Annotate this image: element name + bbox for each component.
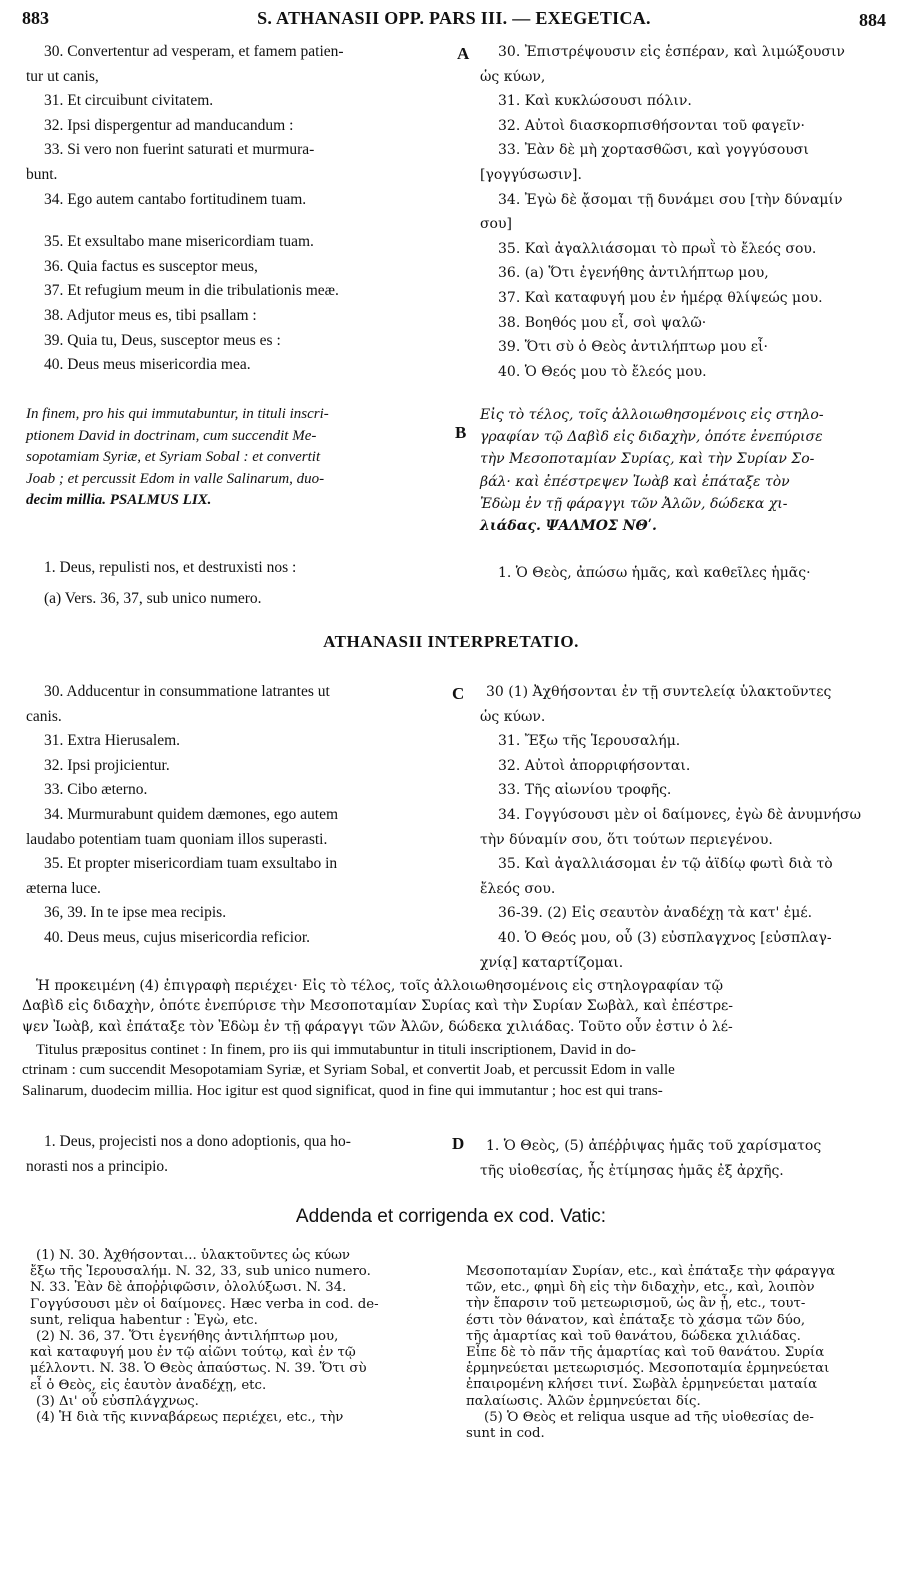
title-line: sopotamiam Syriæ, et Syriam Sobal : et convertit (26, 449, 321, 466)
greek-verse: 1. Ὁ Θεὸς, (5) ἀπέῤῥιψας ἡμᾶς τοῦ χαρίσματος (486, 1138, 822, 1154)
latin-verse: 40. Deus meus misericordia mea. (44, 356, 251, 374)
title-line: In finem, pro his qui immutabuntur, in tituli inscri- (26, 406, 329, 422)
interp-line: ἔλεός σου. (480, 880, 556, 897)
note-line: N. 33. Ἐὰν δὲ ἀποῤῥιφῶσιν, ὀλολύξωσι. N. 34. (30, 1280, 347, 1296)
note-line: παλαίωσις. Ἀλῶν ἑρμηνεύεται δίς. (466, 1393, 701, 1409)
latin-verse-1 (26, 556, 450, 611)
interp-line: 33. Τῆς αἰωνίου τροφῆς. (498, 782, 672, 799)
interp-line: τὴν δύναμίν σου, ὅτι τούτων περιεγένου. (480, 831, 773, 848)
title-line: τὴν Μεσοποταμίαν Συρίας, καὶ τὴν Συρίαν Σο- (480, 451, 815, 468)
note-line: καὶ καταφυγή μου ἐν τῷ αἰῶνι τούτῳ, καὶ ἐν τῷ (30, 1345, 356, 1361)
interp-line: 35. Καὶ ἀγαλλιάσομαι ἐν τῷ ἀϊδίῳ φωτὶ διὰ τὸ (498, 856, 833, 873)
title-line: γραφίαν τῷ Δαβὶδ εἰς διδαχὴν, ὁπότε ἐνεπύρισε (480, 429, 823, 446)
page-number-left: 883 (22, 8, 49, 28)
note-line: ἑρμηνεύεται μετεωρισμός. Μεσοποταμία ἑρμηνεύεται (466, 1361, 830, 1377)
greek-verse: 36. (a) Ὅτι ἐγενήθης ἀντιλήπτωρ μου, (498, 265, 769, 282)
interp-line: 33. Cibo æterno. (44, 781, 148, 799)
commentary-line: Δαβὶδ εἰς διδαχὴν, ὁπότε ἐνεπύρισε τὴν Μεσοποταμίαν Συρίας καὶ τὴν Συρίαν Σωβὰλ, καὶ ἐπέστρε- (22, 998, 734, 1015)
note-line: τὴν ἔπαρσιν τοῦ μετεωρισμοῦ, ὡς ἂν ᾖ, etc., τουτ- (466, 1296, 806, 1312)
latin-psalm-title (26, 404, 450, 512)
note-line: Μεσοποταμίαν Συρίαν, etc., καὶ ἐπάταξε τὴν φάραγγα (466, 1264, 836, 1279)
latin-verse: 31. Et circuibunt civitatem. (44, 92, 214, 110)
greek-verse: 35. Καὶ ἀγαλλιάσομαι τὸ πρωῒ τὸ ἔλεός σου. (498, 240, 817, 257)
interp-line: 31. Extra Hierusalem. (44, 732, 181, 750)
note-line: μέλλοντι. N. 38. Ὁ Θεὸς ἀπαύστως. N. 39. Ὅτι σὺ (30, 1361, 367, 1377)
greek-verse: 31. Καὶ κυκλώσουσι πόλιν. (498, 93, 692, 110)
interp-line: 35. Et propter misericordiam tuam exsultabo in (44, 855, 338, 873)
title-line: βάλ· καὶ ἐπέστρεψεν Ἰωὰβ καὶ ἐπάταξε τὸν (480, 473, 790, 490)
latin-verse-1b (26, 1130, 450, 1179)
latin-verse: tur ut canis, (26, 67, 99, 85)
notes-right-column (466, 1264, 896, 1442)
greek-verse: σου] (480, 216, 512, 233)
greek-psalm-column (480, 40, 896, 384)
latin-verse: 1. Deus, projecisti nos a dono adoptionis, qua ho- (44, 1133, 351, 1150)
title-line: ptionem David in doctrinam, cum succendit Me- (26, 427, 317, 444)
interp-line: canis. (26, 707, 62, 725)
greek-verse: 39. Ὅτι σὺ ὁ Θεὸς ἀντιλήπτωρ μου εἶ· (498, 339, 768, 356)
interp-line: laudabo potentiam tuam quoniam illos superasti. (26, 830, 328, 848)
commentary-line: ψεν Ἰωὰβ, καὶ ἐπάταξε τὸν Ἐδὼμ ἐν τῇ φάραγγι τῶν Ἀλῶν, δώδεκα χιλιάδας. Τοῦτο οὖν ἐστιν ὁ λέ- (22, 1018, 733, 1035)
latin-interpretation-column (26, 680, 450, 951)
greek-verse-1 (480, 561, 896, 586)
latin-verse: 34. Ego autem cantabo fortitudinem tuam. (44, 190, 307, 208)
interp-line: 36, 39. In te ipse mea recipis. (44, 904, 227, 922)
greek-verse: 40. Ὁ Θεός μου τὸ ἔλεός μου. (498, 363, 707, 380)
interp-line: 34. Γογγύσουσι μὲν οἱ δαίμονες, ἐγὼ δὲ ἀνυμνήσω (498, 806, 862, 823)
note-line: ἔξω τῆς Ἱερουσαλήμ. N. 32, 33, sub unico numero. (30, 1264, 371, 1280)
page-number-right: 884 (859, 10, 886, 30)
greek-psalm-title (480, 404, 896, 537)
greek-verse: 33. Ἐὰν δὲ μὴ χορτασθῶσι, καὶ γογγύσουσι (498, 142, 809, 159)
title-line: Joab ; et percussit Edom in valle Salinarum, duo- (26, 470, 325, 487)
latin-verse: bunt. (26, 165, 58, 183)
latin-verse: 33. Si vero non fuerint saturati et murmura- (44, 141, 315, 159)
interp-line: 31. Ἔξω τῆς Ἱερουσαλήμ. (498, 733, 681, 750)
interp-line: χνίᾳ] καταρτίζομαι. (480, 954, 624, 971)
note-line: (4) Ἡ διὰ τῆς κινναβάρεως περιέχει, etc., τὴν (36, 1410, 344, 1426)
latin-verse: 35. Et exsultabo mane misericordiam tuam. (44, 233, 314, 251)
greek-verse: τῆς υἱοθεσίας, ἧς ἐτίμησας ἡμᾶς ἐξ ἀρχῆς. (480, 1162, 784, 1179)
latin-verse: 1. Deus, repulisti nos, et destruxisti nos : (44, 559, 297, 576)
note-line: ἐπαιρομένη κλήσει τινί. Σωβὰλ ἑρμηνεύεται ματαία (466, 1377, 818, 1393)
running-header (22, 4, 886, 30)
commentary-line: Titulus præpositus continet : In finem, pro iis qui immutabuntur in tituli inscriptionem, David in do- (36, 1042, 636, 1058)
note-line: τῶν, etc., φημὶ δὴ εἰς τὴν διδαχὴν, etc., καὶ, λοιπὸν (466, 1280, 815, 1296)
interp-line: 40. Deus meus, cujus misericordia reficior. (44, 928, 311, 946)
greek-verse: 37. Καὶ καταφυγή μου ἐν ἡμέρᾳ θλίψεώς μου. (498, 289, 823, 306)
interp-line: 40. Ὁ Θεός μου, οὗ (3) εὐσπλαγχνος [εὐσπλαγ- (498, 929, 832, 946)
interp-line: 30 (1) Ἀχθήσονται ἐν τῇ συντελείᾳ ὑλακτοῦντες (486, 684, 832, 700)
latin-verse: 39. Quia tu, Deus, susceptor meus es : (44, 331, 281, 349)
note-line: (1) N. 30. Ἀχθήσονται... ὑλακτοῦντες ὡς κύων (36, 1248, 351, 1263)
interp-line: 32. Ipsi projicientur. (44, 756, 170, 774)
margin-marker-b: B (455, 423, 467, 442)
interp-line: 32. Αὐτοὶ ἀπορριφήσονται. (498, 757, 691, 774)
commentary-latin (22, 1040, 888, 1101)
commentary-line: Ἡ προκειμένη (4) ἐπιγραφὴ περιέχει· Εἰς τὸ τέλος, τοῖς ἀλλοιωθησομένοις εἰς στηλογραφίαν τῷ (36, 978, 724, 994)
latin-verse: 30. Convertentur ad vesperam, et famem patien- (44, 43, 344, 60)
greek-verse: [γογγύσωσιν]. (480, 166, 582, 183)
interp-line: 34. Murmurabunt quidem dæmones, ego autem (44, 805, 339, 823)
note-line: Εἶπε δὲ τὸ πᾶν τῆς ἁμαρτίας καὶ τοῦ θανάτου. Συρία (466, 1345, 825, 1361)
title-line: Εἰς τὸ τέλος, τοῖς ἀλλοιωθησομένοις εἰς στηλο- (480, 407, 824, 423)
greek-verse-1b (480, 1134, 896, 1183)
commentary-line: Salinarum, duodecim millia. Hoc igitur est quod significat, quod in fine qui immutantur ; hoc est qui trans- (22, 1082, 663, 1099)
note-line: sunt, reliqua habentur : Ἐγὼ, etc. (30, 1312, 258, 1328)
footnote-a: (a) Vers. 36, 37, sub unico numero. (44, 589, 262, 607)
commentary-line: ctrinam : cum succendit Mesopotamiam Syriæ, et Syriam Sobal, et convertit Joab, et percussit Edom in valle (22, 1062, 675, 1079)
note-line: εἶ ὁ Θεὸς, εἰς ἑαυτὸν ἀναδέχῃ, etc. (30, 1377, 267, 1393)
title-line: Ἐδὼμ ἐν τῇ φάραγγι τῶν Ἀλῶν, δώδεκα χι- (480, 495, 788, 512)
margin-marker-a: A (457, 44, 470, 63)
note-line: (3) Δι' οὗ εὐσπλάγχνως. (36, 1393, 199, 1409)
note-line: sunt in cod. (466, 1426, 545, 1442)
commentary-greek (22, 976, 888, 1037)
latin-verse: norasti nos a principio. (26, 1157, 169, 1175)
latin-verse: 36. Quia factus es susceptor meus, (44, 257, 258, 275)
interp-line: 30. Adducentur in consummatione latrantes ut (44, 683, 330, 700)
interp-line: ὡς κύων. (480, 708, 546, 725)
greek-verse: ὡς κύων, (480, 68, 546, 85)
greek-verse: 1. Ὁ Θεὸς, ἀπώσω ἡμᾶς, καὶ καθεῖλες ἡμᾶς· (498, 565, 811, 581)
margin-marker-c: C (452, 684, 465, 703)
greek-verse: 34. Ἐγὼ δὲ ᾄσομαι τῇ δυνάμει σου [τὴν δύναμίν (498, 191, 843, 208)
greek-verse: 30. Ἐπιστρέψουσιν εἰς ἑσπέραν, καὶ λιμώξουσιν (498, 44, 845, 60)
title-line: decim millia. PSALMUS LIX. (26, 492, 212, 509)
note-line: έστι τὸν θάνατον, καὶ ἐπάταξε τὸ χάσμα τῶν δύο, (466, 1312, 806, 1328)
note-line: Γογγύσουσι μὲν οἱ δαίμονες. Hæc verba in cod. de- (30, 1296, 379, 1312)
interpretation-heading: ATHANASII INTERPRETATIO. (323, 632, 579, 651)
greek-verse: 38. Βοηθός μου εἶ, σοὶ ψαλῶ· (498, 314, 707, 331)
interp-line: 36-39. (2) Εἰς σεαυτὸν ἀναδέχῃ τὰ κατ' ἐμέ. (498, 905, 813, 922)
addenda-heading: Addenda et corrigenda ex cod. Vatic: (295, 1206, 607, 1227)
note-line: (2) N. 36, 37. Ὅτι ἐγενήθης ἀντιλήπτωρ μου, (36, 1329, 339, 1345)
interp-line: æterna luce. (26, 879, 101, 897)
margin-marker-d: D (452, 1134, 465, 1153)
greek-interpretation-column (480, 680, 896, 975)
latin-verse: 38. Adjutor meus es, tibi psallam : (44, 306, 257, 324)
latin-verse: 32. Ipsi dispergentur ad manducandum : (44, 116, 294, 134)
greek-verse: 32. Αὐτοὶ διασκορπισθήσονται τοῦ φαγεῖν· (498, 117, 805, 134)
running-title: S. ATHANASII OPP. PARS III. — EXEGETICA. (257, 8, 651, 28)
latin-verse: 37. Et refugium meum in die tribulationis meæ. (44, 282, 339, 300)
latin-psalm-column (26, 40, 450, 378)
note-line: τῆς ἁμαρτίας καὶ τοῦ θανάτου, δώδεκα χιλιάδας. (466, 1328, 801, 1344)
note-line: (5) Ὁ Θεὸς et reliqua usque ad τῆς υἱοθεσίας de- (484, 1409, 814, 1425)
notes-left-column (30, 1248, 450, 1426)
title-line: λιάδας. ΨΑΛΜΟΣ ΝΘʹ. (480, 518, 657, 535)
